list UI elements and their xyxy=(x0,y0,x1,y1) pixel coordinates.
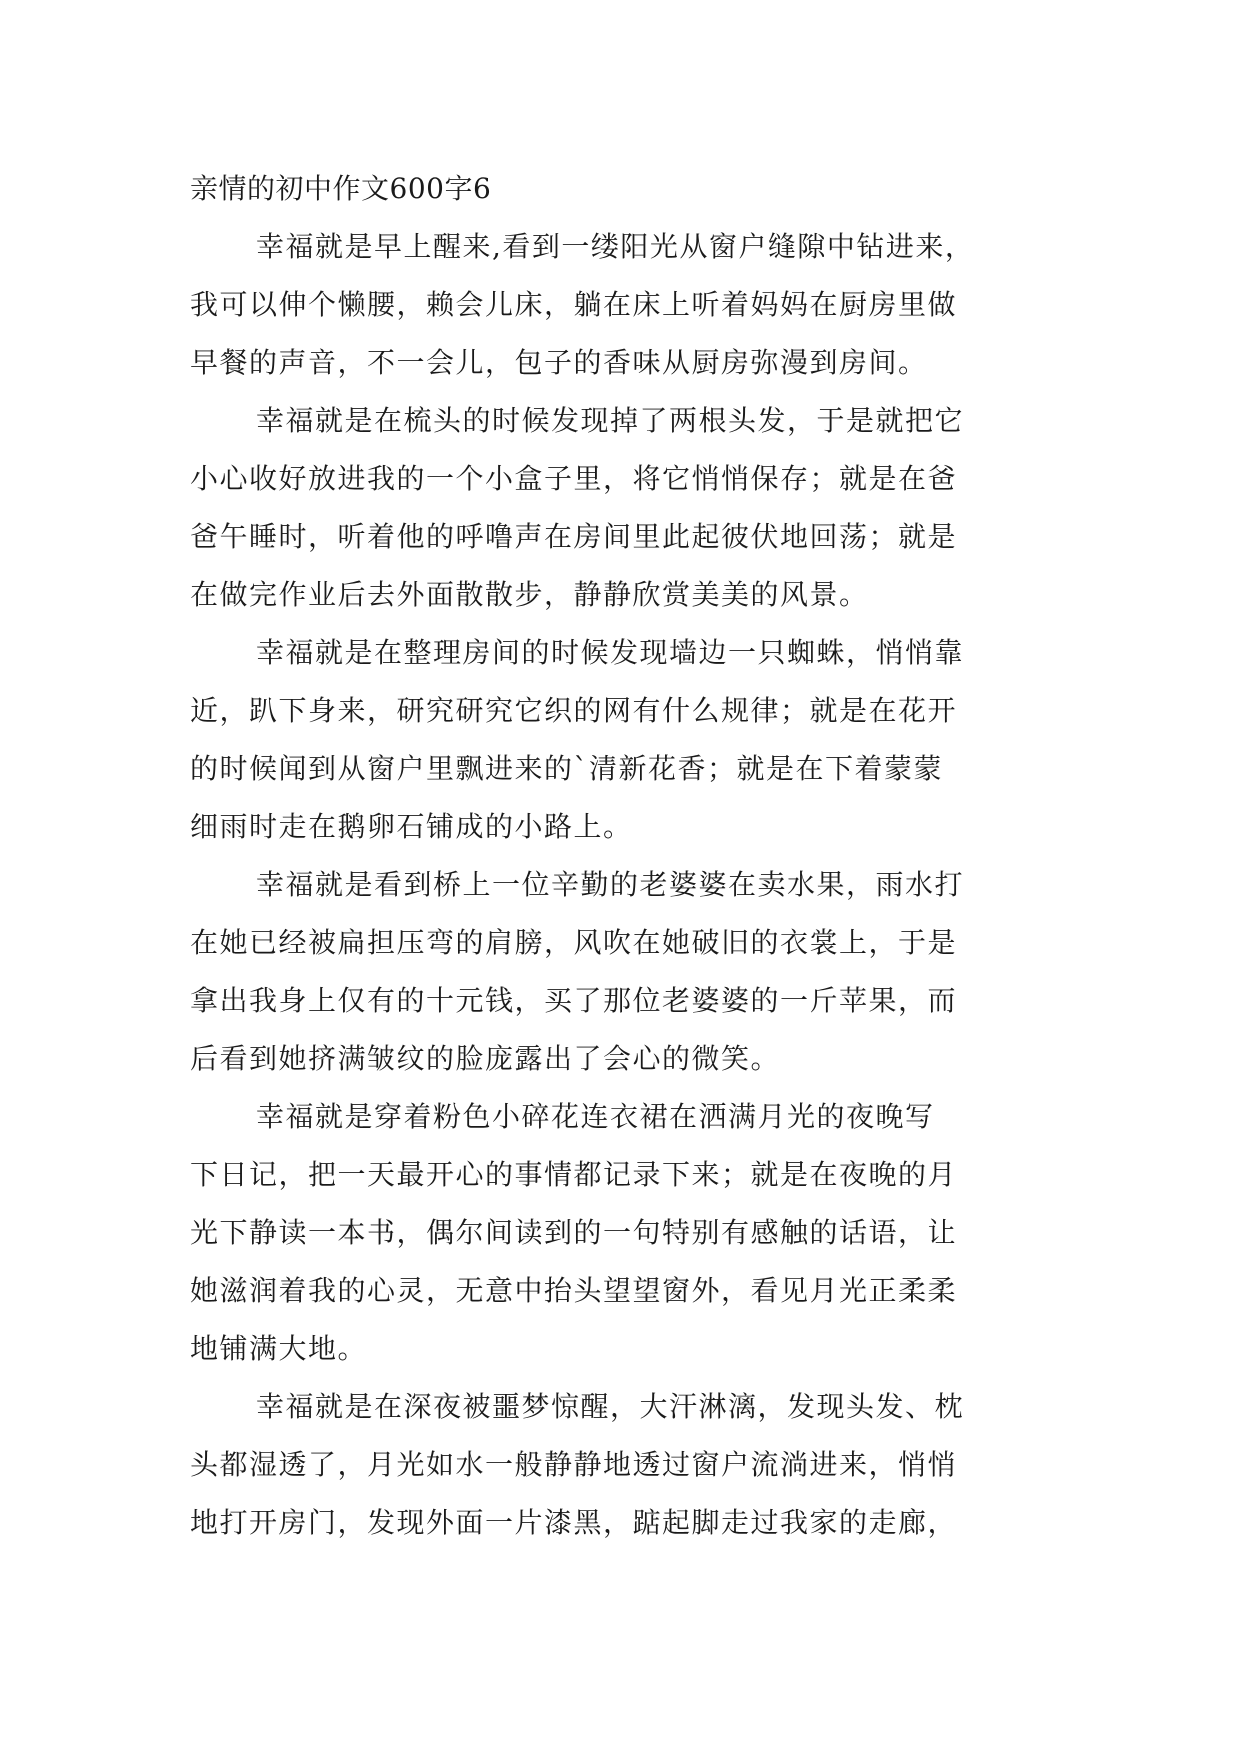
document-body xyxy=(190,160,1070,1552)
paragraph xyxy=(190,218,1070,392)
document-title: 亲情的初中作文600字6 xyxy=(190,172,492,205)
paragraph xyxy=(190,624,1070,856)
text-line: 幸福就是在整理房间的时候发现墙边一只蜘蛛，悄悄靠 xyxy=(256,636,965,669)
paragraph xyxy=(190,856,1070,1088)
text-line: 小心收好放进我的一个小盒子里，将它悄悄保存；就是在爸 xyxy=(190,462,958,495)
text-line: 早餐的声音，不一会儿，包子的香味从厨房弥漫到房间。 xyxy=(190,346,928,379)
text-line: 她滋润着我的心灵，无意中抬头望望窗外，看见月光正柔柔 xyxy=(190,1274,958,1307)
text-line: 幸福就是早上醒来,看到一缕阳光从窗户缝隙中钻进来， xyxy=(256,230,975,263)
text-line: 幸福就是穿着粉色小碎花连衣裙在洒满月光的夜晚写 xyxy=(256,1100,935,1133)
paragraph xyxy=(190,392,1070,624)
text-line: 细雨时走在鹅卵石铺成的小路上。 xyxy=(190,810,633,843)
paragraph xyxy=(190,1088,1070,1378)
text-line: 我可以伸个懒腰，赖会儿床，躺在床上听着妈妈在厨房里做 xyxy=(190,288,958,321)
text-line: 拿出我身上仅有的十元钱，买了那位老婆婆的一斤苹果，而 xyxy=(190,984,958,1017)
text-line: 的时候闻到从窗户里飘进来的`清新花香；就是在下着蒙蒙 xyxy=(190,752,944,785)
text-line: 后看到她挤满皱纹的脸庞露出了会心的微笑。 xyxy=(190,1042,781,1075)
text-line: 爸午睡时，听着他的呼噜声在房间里此起彼伏地回荡；就是 xyxy=(190,520,958,553)
text-line: 幸福就是在深夜被噩梦惊醒，大汗淋漓，发现头发、枕 xyxy=(256,1390,965,1423)
text-line: 近，趴下身来，研究研究它织的网有什么规律；就是在花开 xyxy=(190,694,958,727)
text-line: 在做完作业后去外面散散步，静静欣赏美美的风景。 xyxy=(190,578,869,611)
text-line: 幸福就是看到桥上一位辛勤的老婆婆在卖水果，雨水打 xyxy=(256,868,965,901)
paragraph xyxy=(190,1378,1070,1552)
text-line: 头都湿透了，月光如水一般静静地透过窗户流淌进来，悄悄 xyxy=(190,1448,958,1481)
text-line: 在她已经被扁担压弯的肩膀，风吹在她破旧的衣裳上，于是 xyxy=(190,926,958,959)
text-line: 地铺满大地。 xyxy=(190,1332,368,1365)
text-line: 光下静读一本书，偶尔间读到的一句特别有感触的话语，让 xyxy=(190,1216,958,1249)
text-line: 幸福就是在梳头的时候发现掉了两根头发，于是就把它 xyxy=(256,404,965,437)
text-line: 下日记，把一天最开心的事情都记录下来；就是在夜晚的月 xyxy=(190,1158,958,1191)
text-line: 地打开房门，发现外面一片漆黑，踮起脚走过我家的走廊， xyxy=(190,1506,958,1539)
